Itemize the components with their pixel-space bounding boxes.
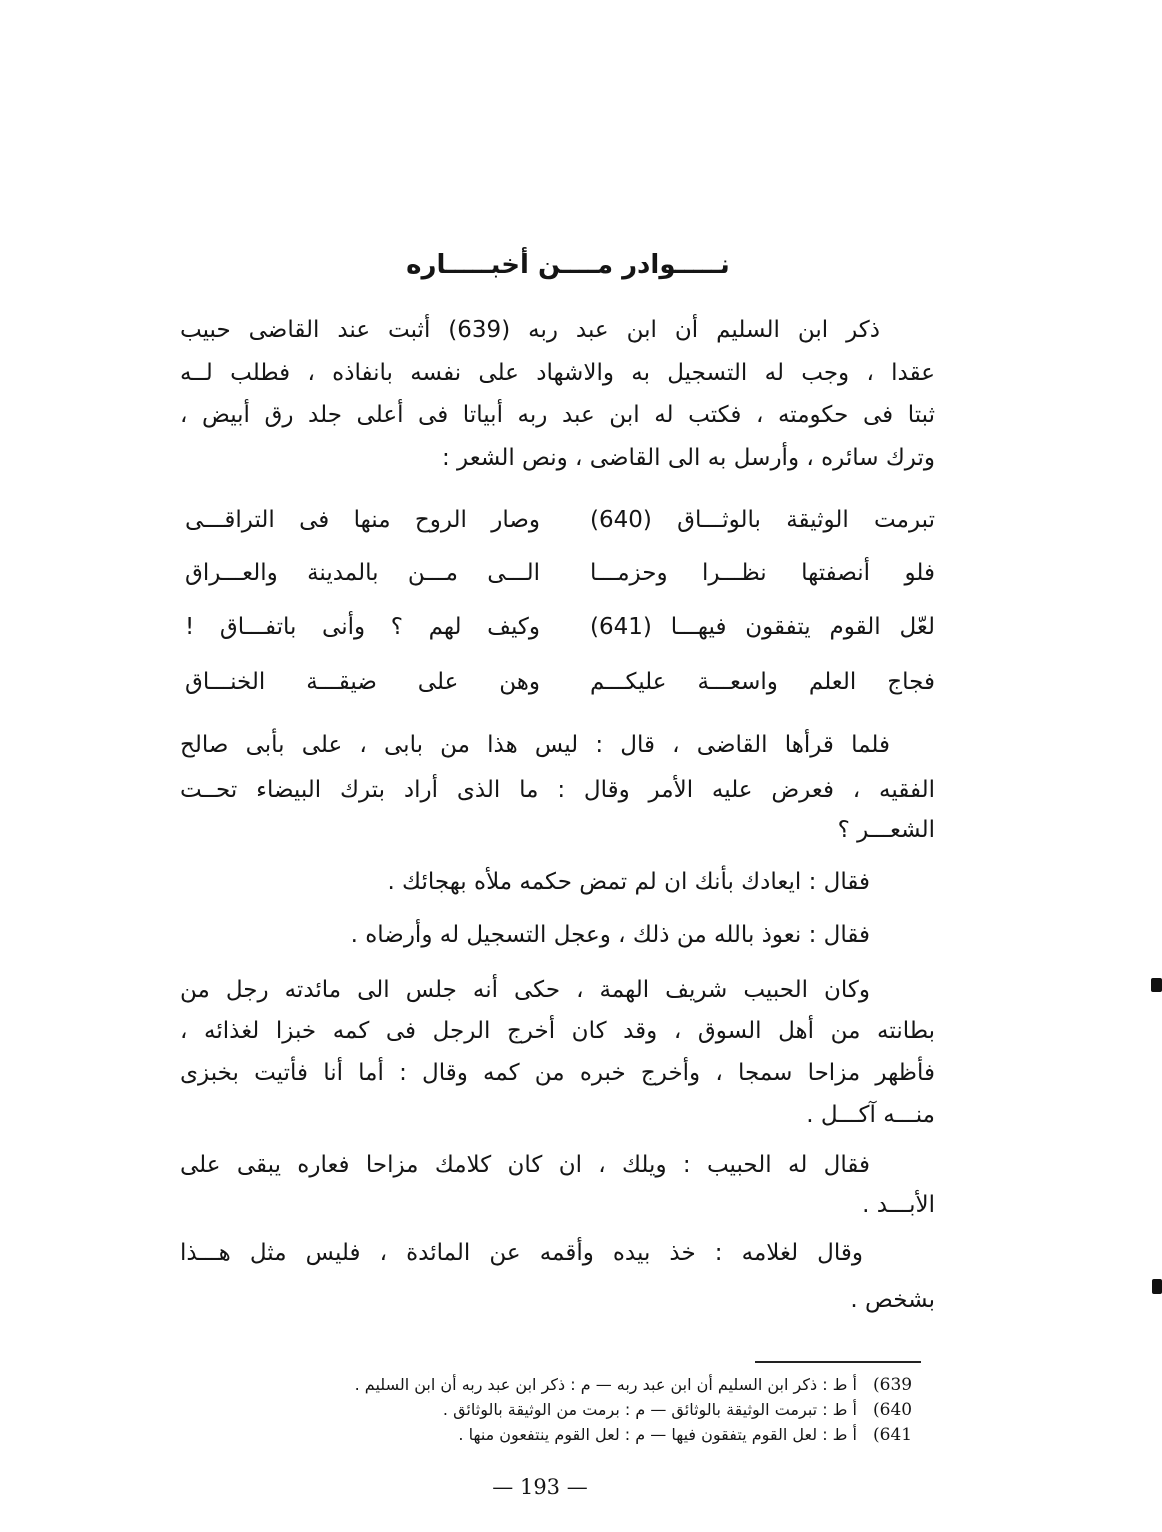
poem-second-hemistich: الـــى مـــن بالمدينة والعـــراق bbox=[185, 560, 540, 586]
poem-first-hemistich: تبرمت الوثيقة بالوثـــاق (640) bbox=[590, 507, 935, 533]
reply-line: فقال : ايعادك بأنك ان لم تمض حكمه ملأه بهجائك . bbox=[387, 869, 870, 895]
paragraph-line: فقال له الحبيب : ويلك ، ان كان كلامك مزاحا فعاره يبقى على bbox=[180, 1152, 870, 1178]
page-number: — 193 — bbox=[492, 1475, 588, 1499]
intro-line: عقدا ، وجب له التسجيل به والاشهاد على نفسه بانفاذه ، فطلب لــه bbox=[180, 360, 935, 386]
paragraph-line: منـــه آكـــل . bbox=[806, 1102, 935, 1128]
scan-mark bbox=[1151, 978, 1162, 992]
poem-second-hemistich: وكيف لهم ؟ وأنى باتفـــاق ! bbox=[185, 614, 540, 640]
paragraph-line: بطانته من أهل السوق ، وقد كان أخرج الرجل فى كمه خبزا لغذائه ، bbox=[180, 1018, 935, 1044]
footnote-number: (639 bbox=[873, 1375, 913, 1395]
footnote-number: (641 bbox=[873, 1425, 913, 1445]
paragraph-line: فلما قرأها القاضى ، قال : ليس هذا من بابى ، على بأبى صالح bbox=[180, 732, 890, 758]
poem-first-hemistich: فجاج العلم واسعـــة عليكـــم bbox=[590, 669, 935, 695]
paragraph-line: الفقيه ، فعرض عليه الأمر وقال : ما الذى أراد بترك البيضاء تحــت bbox=[180, 777, 935, 803]
scan-mark bbox=[1152, 1279, 1162, 1294]
footnote bbox=[160, 1398, 925, 1422]
footnote-text: أ ط : لعل القوم يتفقون فيها — م : لعل القوم ينتفعون منها . bbox=[458, 1425, 857, 1444]
poem-second-hemistich: وهن على ضيقـــة الخنـــاق bbox=[185, 669, 540, 695]
footnote-divider bbox=[755, 1361, 921, 1363]
footnote bbox=[160, 1423, 925, 1447]
paragraph-line: الشعـــر ؟ bbox=[837, 817, 935, 843]
intro-line: وترك سائره ، وأرسل به الى القاضى ، ونص الشعر : bbox=[441, 445, 935, 471]
paragraph-line: الأبـــد . bbox=[862, 1192, 935, 1218]
paragraph-line: فأظهر مزاحا سمجا ، وأخرج خبره من كمه وقال : أما أنا فأتيت بخبزى bbox=[180, 1060, 935, 1086]
footnote bbox=[160, 1373, 925, 1397]
poem-second-hemistich: وصار الروح منها فى التراقـــى bbox=[185, 507, 540, 533]
paragraph-line: وقال لغلامه : خذ بيده وأقمه عن المائدة ، فليس مثل هـــذا bbox=[180, 1240, 863, 1266]
poem-first-hemistich: لعّل القوم يتفقون فيهـــا (641) bbox=[590, 614, 935, 640]
paragraph-line: وكان الحبيب شريف الهمة ، حكى أنه جلس الى مائدته رجل من bbox=[180, 977, 870, 1003]
intro-line: ثبتا فى حكومته ، فكتب له ابن عبد ربه أبياتا فى أعلى جلد رق أبيض ، bbox=[180, 402, 935, 428]
section-title: نـــــوادر مــــن أخبـــــاره bbox=[406, 250, 730, 280]
paragraph-line: بشخص . bbox=[850, 1287, 935, 1313]
reply-line: فقال : نعوذ بالله من ذلك ، وعجل التسجيل له وأرضاه . bbox=[350, 922, 870, 948]
footnote-text: أ ط : ذكر ابن السليم أن ابن عبد ربه — م : ذكر ابن عبد ربه أن ابن السليم . bbox=[354, 1375, 857, 1394]
footnote-text: أ ط : تبرمت الوثيقة بالوثائق — م : برمت من الوثيقة بالوثائق . bbox=[442, 1400, 857, 1419]
poem-first-hemistich: فلو أنصفتها نظـــرا وحزمـــا bbox=[590, 560, 935, 586]
footnote-number: (640 bbox=[873, 1400, 913, 1420]
intro-line: ذكر ابن السليم أن ابن عبد ربه (639) أثبت عند القاضى حبيب bbox=[180, 317, 880, 343]
